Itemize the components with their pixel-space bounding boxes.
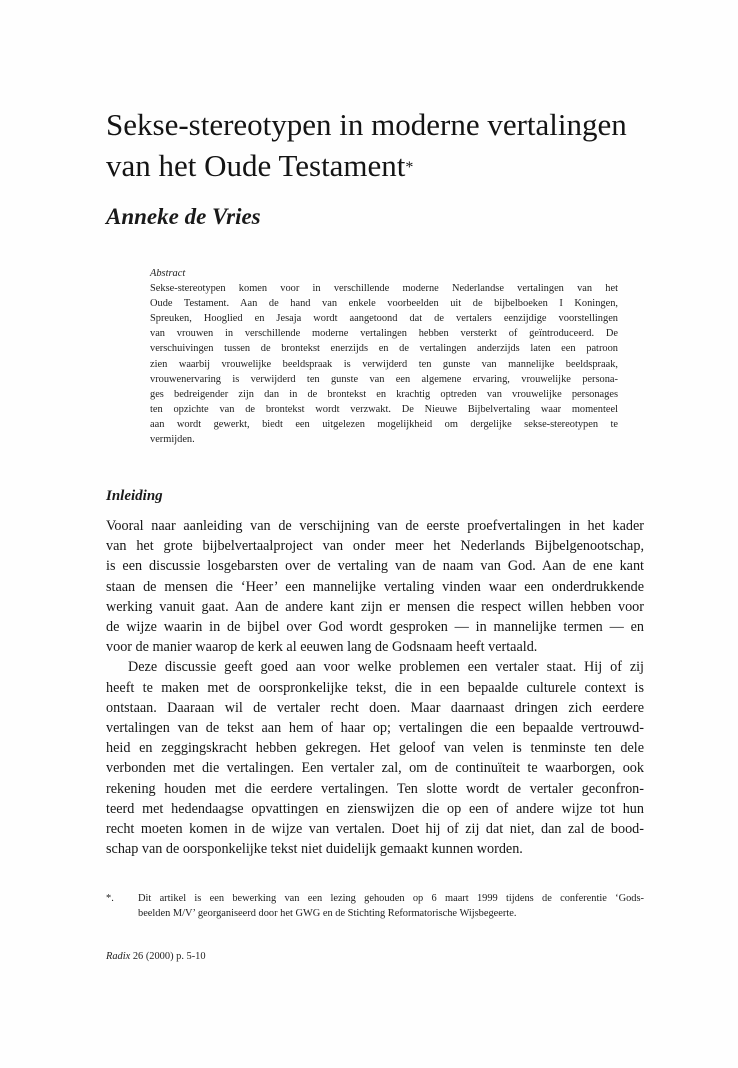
- abstract-line: aan wordt gewerkt, biedt een uitgelezen mogelijkheid om dergelijke sekse-stereotypen te: [150, 418, 618, 430]
- body-text: [106, 516, 644, 859]
- abstract-line: zien waarbij vrouwelijke beeldspraak is verwijderd ten gunste van mannelijke beeldspraak,: [150, 358, 618, 370]
- text-line: is een discussie losgebarsten over de vertaling van de naam van God. Aan de ene kant: [106, 558, 644, 575]
- text-line: ontstaan. Daaraan wil de vertaler recht doen. Maar daarnaast dringen zich eerdere: [106, 699, 644, 716]
- text-line: Deze discussie geeft goed aan voor welke problemen een vertaler staat. Hij of zij: [128, 659, 644, 676]
- paragraph-2: [106, 657, 644, 859]
- text-line: rekening houden met die eerdere vertalingen. Ten slotte wordt de vertaler geconfron-: [106, 780, 644, 797]
- abstract-line: van vrouwen in verschillende moderne vertalingen hebben versterkt of geïntroduceerd. De: [150, 328, 618, 340]
- text-line: Vooral naar aanleiding van de verschijning van de eerste proefvertalingen in het kader: [106, 518, 644, 534]
- abstract-line: vrouwenervaring is verwijderd ten gunste van een algemene ervaring, vrouwelijke persona-: [150, 373, 618, 385]
- footnote-text: [138, 891, 644, 921]
- abstract-heading: Abstract: [150, 268, 186, 279]
- text-line: teerd met hedendaagse opvattingen en zienswijzen die op een of andere wijze tot hun: [106, 800, 644, 817]
- abstract-line: Spreuken, Hooglied en Jesaja wordt aangetoond dat de vertalers eenzijdige voorstellingen: [150, 313, 618, 325]
- section-heading-inleiding: Inleiding: [106, 488, 163, 504]
- abstract-line: ges bedreigender zijn dan in de brontekst en krachtig optreden van vrouwelijke personages: [150, 388, 618, 400]
- abstract-line: ten opzichte van de brontekst wordt verzwakt. De Nieuwe Bijbelvertaling waar momenteel: [150, 403, 618, 415]
- text-line: staan de mensen die ‘Heer’ een mannelijke vertaling vinden waar een onderdrukkende: [106, 578, 644, 595]
- abstract-line: verschuivingen tussen de brontekst enerzijds en de vertalingen anderzijds laten een patroon: [150, 343, 618, 355]
- title-footnote-marker[interactable]: *: [405, 159, 414, 176]
- article-title: [106, 104, 666, 186]
- abstract-line: Sekse-stereotypen komen voor in verschillende moderne Nederlandse vertalingen van het: [150, 283, 618, 295]
- text-line: verbonden met die vertalingen. Een vertaler zal, om de continuïteit te waarborgen, ook: [106, 760, 644, 777]
- author-name: Anneke de Vries: [106, 204, 261, 229]
- citation-details: 26 (2000) p. 5-10: [130, 951, 206, 962]
- footnote-line: beelden M/V’ georganiseerd door het GWG en de Stichting Reformatorische Wijsbegeerte.: [138, 908, 517, 919]
- text-line: heeft te maken met de oorspronkelijke tekst, die in een bepaalde culturele context is: [106, 679, 644, 696]
- title-line-1: Sekse-stereotypen in moderne vertalingen: [106, 107, 627, 142]
- journal-citation: [106, 951, 206, 962]
- footnote-marker: *.: [106, 893, 114, 904]
- journal-name: Radix: [106, 951, 131, 962]
- paragraph-1: [106, 516, 644, 657]
- abstract-line: Oude Testament. Aan de hand van enkele voorbeelden uit de bijbelboeken I Koningen,: [150, 298, 618, 310]
- text-line: heid en zeggingskracht hebben gekregen. Het geloof van velen is tenminste ten dele: [106, 740, 644, 757]
- text-line: de wijze waarin in de bijbel over God wordt gesproken — in mannelijke termen — en: [106, 619, 644, 636]
- title-line-2: [106, 145, 666, 186]
- title-line-2-text: van het Oude Testament: [106, 148, 406, 183]
- text-line: werking vanuit gaat. Aan de andere kant zijn er mensen die respect willen hebben voor: [106, 598, 644, 615]
- footnote: [106, 891, 644, 921]
- abstract-line: vermijden.: [150, 434, 195, 446]
- text-line: recht moeten komen in de wijze van vertalen. Doet hij of zij dat niet, dan zal de bood-: [106, 821, 644, 838]
- text-line: voor de manier waarop de kerk al eeuwen lang de Godsnaam heeft vertaald.: [106, 639, 538, 656]
- abstract-block: [150, 266, 618, 447]
- text-line: schap van de oorsponkelijke tekst niet duidelijk gemaakt kunnen worden.: [106, 841, 523, 858]
- footnote-line: Dit artikel is een bewerking van een lezing gehouden op 6 maart 1999 tijdens de conferentie ‘Gods-: [138, 893, 644, 904]
- text-line: van het grote bijbelvertaalproject van onder meer het Nederlands Bijbelgenootschap,: [106, 538, 644, 555]
- text-line: vertalingen van de tekst aan hem of haar op; vertalingen die een bepaalde vertrouwd-: [106, 720, 644, 737]
